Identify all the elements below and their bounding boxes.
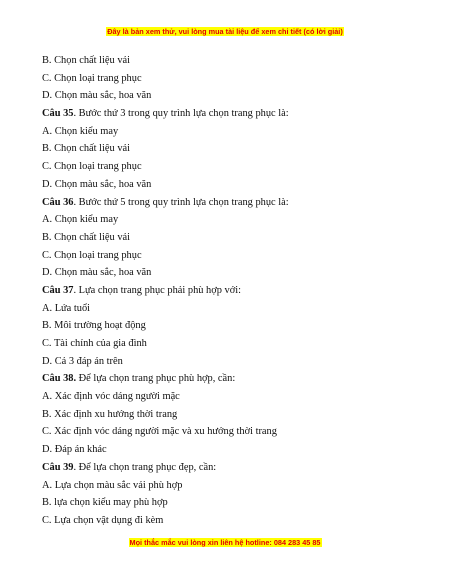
preview-notice-banner xyxy=(0,27,450,37)
answer-option-line xyxy=(42,300,422,318)
question-number: Câu 38. xyxy=(42,373,77,385)
answer-option-text: B. Chọn chất liệu vải xyxy=(42,55,131,66)
answer-option-line xyxy=(42,247,422,265)
question-text: . Bước thứ 5 trong quy trình lựa chọn trang phục là: xyxy=(73,196,289,208)
question-text: . Để lựa chọn trang phục đẹp, cần: xyxy=(73,461,217,473)
answer-option-text: A. Xác định vóc dáng người mặc xyxy=(42,391,180,403)
answer-option-line xyxy=(42,70,422,88)
answer-option-line xyxy=(42,441,422,459)
answer-option-line xyxy=(42,229,422,247)
answer-option-line xyxy=(42,176,422,194)
question-line xyxy=(42,282,422,300)
answer-option-text: C. Chọn loại trang phục xyxy=(42,72,142,84)
question-line xyxy=(42,370,422,388)
answer-option-text: A. Lựa chọn màu sắc vải phù hợp xyxy=(42,479,183,491)
answer-option-line xyxy=(42,140,422,158)
answer-option-text: B. Môi trường hoạt động xyxy=(42,320,146,332)
answer-option-text: D. Chọn màu sắc, hoa văn xyxy=(42,178,152,190)
answer-option-text: C. Lựa chọn vật dụng đi kèm xyxy=(42,514,164,526)
answer-option-line xyxy=(42,123,422,141)
question-line xyxy=(42,459,422,477)
hotline-notice-text: Mọi thắc mắc vui lòng xin liên hệ hotline: 084 283 45 85 xyxy=(129,538,321,547)
answer-option-text: A. Chọn kiểu may xyxy=(42,125,119,137)
answer-option-text: B. Chọn chất liệu vải xyxy=(42,231,131,243)
answer-option-line xyxy=(42,512,422,530)
answer-option-line xyxy=(42,317,422,335)
hotline-notice-banner xyxy=(0,538,450,548)
answer-option-line xyxy=(42,388,422,406)
answer-option-text: D. Chọn màu sắc, hoa văn xyxy=(42,267,152,279)
answer-option-text: D. Cả 3 đáp án trên xyxy=(42,355,123,367)
question-text: . Lựa chọn trang phục phải phù hợp với: xyxy=(73,284,242,296)
answer-option-text: B. lựa chọn kiểu may phù hợp xyxy=(42,497,168,509)
answer-option-text: D. Đáp án khác xyxy=(42,444,107,456)
answer-option-text: C. Chọn loại trang phục xyxy=(42,249,142,261)
answer-option-text: B. Xác định xu hướng thời trang xyxy=(42,408,178,420)
answer-option-line xyxy=(42,335,422,353)
document-body xyxy=(42,52,422,530)
preview-notice-text: Đây là bản xem thử, vui lòng mua tài liệu để xem chi tiết (có lời giải) xyxy=(107,27,343,36)
answer-option-text: C. Tài chính của gia đình xyxy=(42,338,147,349)
question-text: . Bước thứ 3 trong quy trình lựa chọn trang phục là: xyxy=(73,108,289,120)
question-number: Câu 35 xyxy=(42,108,74,120)
question-line xyxy=(42,105,422,123)
answer-option-text: D. Chọn màu sắc, hoa văn xyxy=(42,90,152,102)
answer-option-line xyxy=(42,494,422,512)
answer-option-text: A. Chọn kiểu may xyxy=(42,214,119,226)
answer-option-line xyxy=(42,477,422,495)
question-number: Câu 37 xyxy=(42,284,74,296)
answer-option-line xyxy=(42,423,422,441)
answer-option-text: B. Chọn chất liệu vải xyxy=(42,143,131,155)
answer-option-line xyxy=(42,211,422,229)
answer-option-line xyxy=(42,353,422,371)
answer-option-line xyxy=(42,264,422,282)
answer-option-line xyxy=(42,158,422,176)
answer-option-line xyxy=(42,87,422,105)
answer-option-line xyxy=(42,406,422,424)
answer-option-text: A. Lứa tuổi xyxy=(42,302,91,314)
question-number: Câu 36 xyxy=(42,196,74,208)
answer-option-text: C. Xác định vóc dáng người mặc và xu hướng thời trang xyxy=(42,426,277,438)
answer-option-text: C. Chọn loại trang phục xyxy=(42,161,142,173)
question-text: Để lựa chọn trang phục phù hợp, cần: xyxy=(76,373,236,385)
question-line xyxy=(42,194,422,212)
answer-option-line xyxy=(42,52,422,70)
question-number: Câu 39 xyxy=(42,461,74,473)
